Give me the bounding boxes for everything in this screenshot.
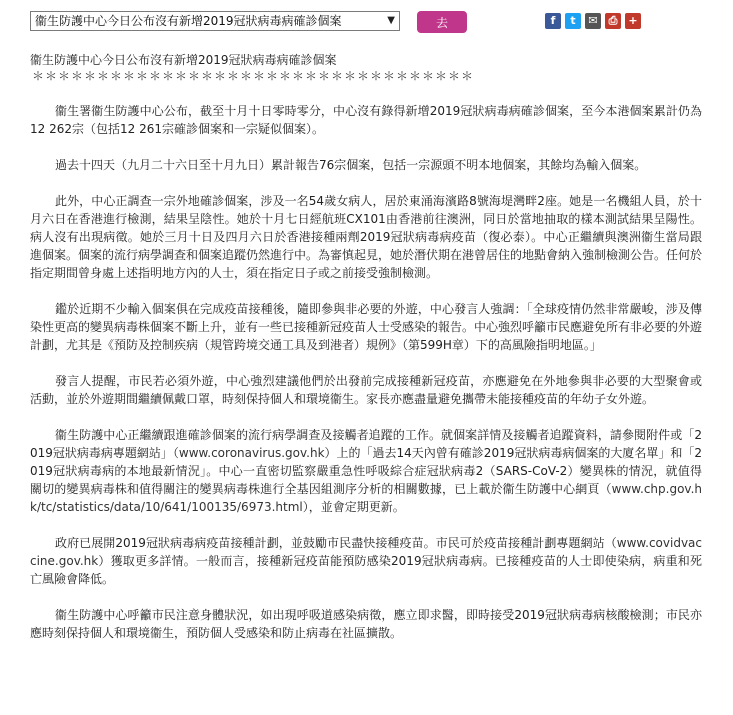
coronavirus-link[interactable]: www.coronavirus.gov.hk [178, 446, 325, 460]
paragraph-6-text-a: 衞生防護中心正繼續跟進確診個案的流行病學調查及接觸者追蹤的工作。就個案詳情及接觸者追蹤資料，請參閱附件或「2019冠狀病毒病專題網站」（ [30, 428, 702, 460]
paragraph-7-text-b: ）獲取更多詳情。一般而言，接種新冠疫苗能預防感染2019冠狀病毒病。已接種疫苗的人士即使染病，病重和死亡風險會降低。 [30, 554, 702, 586]
press-release-select[interactable] [30, 11, 400, 31]
twitter-icon[interactable]: t [565, 13, 581, 29]
paragraph-5: 發言人提醒，市民若必須外遊，中心強烈建議他們於出發前完成接種新冠疫苗，亦應避免在外地參與非必要的大型聚會或活動，並於外遊期間繼續佩戴口罩，時刻保持個人和環境衞生。家長亦應盡量避免攜帶未能接種疫苗的年幼子女外遊。 [30, 374, 702, 406]
share-icons [545, 13, 641, 31]
paragraph-3: 此外，中心正調查一宗外地確診個案，涉及一名54歲女病人，居於東涌海濱路8號海堤灣畔2座。她是一名機組人員，於十月六日在香港進行檢測，結果呈陰性。她於十月七日經航班CX101由香港前往澳洲，同日於當地抽取的樣本測試結果呈陽性。病人沒有出現病徵。她於三月十日及四月六日於香港接種兩劑2019冠狀病毒病疫苗（復必泰）。中心正繼續與澳洲衞生當局跟進個案。個案的流行病學調查和個案追蹤仍然進行中。為審慎起見，她於潛伏期在港曾居住的地點會納入強制檢測公告。任何於指定期間曾身處上述指明地方內的人士，須在指定日子或之前接受強制檢測。 [30, 194, 703, 280]
chp-statistics-link[interactable]: www.chp.gov.hk/tc/statistics/data/10/641/100135/6973.html [30, 482, 702, 514]
paragraph-6-text-c: ），並會定期更新。 [302, 500, 405, 514]
paragraph-6 [30, 426, 702, 516]
facebook-icon[interactable]: f [545, 13, 561, 29]
paragraph-4: 鑑於近期不少輸入個案俱在完成疫苗接種後，隨即參與非必要的外遊，中心發言人強調：「全球疫情仍然非常嚴峻，涉及傳染性更高的變異病毒株個案不斷上升，並有一些已接種新冠疫苗人士受感染的報告。中心強烈呼籲市民應避免所有非必要的外遊計劃，尤其是《預防及控制疾病（規管跨境交通工具及到港者）規例》（第599H章）下的高風險指明地區。」 [30, 302, 703, 352]
paragraph-7-text-a: 政府已展開2019冠狀病毒病疫苗接種計劃，並鼓勵市民盡快接種疫苗。市民可於疫苗接種計劃專題網站（ [55, 536, 617, 550]
article-title: 衞生防護中心今日公布沒有新增2019冠狀病毒病確診個案 [30, 53, 337, 67]
paragraph-1: 衞生署衞生防護中心公布，截至十月十日零時零分，中心沒有錄得新增2019冠狀病毒病確診個案，至今本港個案累計仍為12 262宗（包括12 261宗確診個案和一宗疑似個案）。 [30, 104, 702, 136]
share-icon[interactable]: + [625, 13, 641, 29]
paragraph-2: 過去十四天（九月二十六日至十月九日）累計報告76宗個案，包括一宗源頭不明本地個案，其餘均為輸入個案。 [55, 158, 647, 172]
covidvaccine-link[interactable]: www.covidvaccine.gov.hk [30, 536, 702, 568]
article [30, 52, 702, 642]
print-icon[interactable]: ⎙ [605, 13, 621, 29]
paragraph-8: 衞生防護中心呼籲市民注意身體狀況，如出現呼吸道感染病徵，應立即求醫，即時接受2019冠狀病毒病核酸檢測；市民亦應時刻保持個人和環境衞生，預防個人受感染和防止病毒在社區擴散。 [30, 608, 702, 640]
go-button[interactable]: 去 [417, 11, 467, 33]
chevron-down-icon[interactable]: ▼ [387, 15, 395, 26]
select-value: 衞生防護中心今日公布沒有新增2019冠狀病毒病確診個案 [35, 14, 342, 28]
paragraph-6-text-b: ）上的「過去14天內曾有確診2019冠狀病毒病個案的大廈名單」和「2019冠狀病毒病的本地最新情況」。中心一直密切監察嚴重急性呼吸綜合症冠狀病毒2（SARS-CoV-2）變異株的情況，就值得關切的變異病毒株和值得關注的變異病毒株進行全基因組測序分析的相關數據，已上載於衞生防護中心網頁（ [30, 446, 702, 496]
paragraph-7 [30, 534, 702, 588]
star-divider: ＊＊＊＊＊＊＊＊＊＊＊＊＊＊＊＊＊＊＊＊＊＊＊＊＊＊＊＊＊＊＊＊＊＊ [32, 69, 475, 83]
email-icon[interactable]: ✉ [585, 13, 601, 29]
topbar [30, 11, 720, 33]
